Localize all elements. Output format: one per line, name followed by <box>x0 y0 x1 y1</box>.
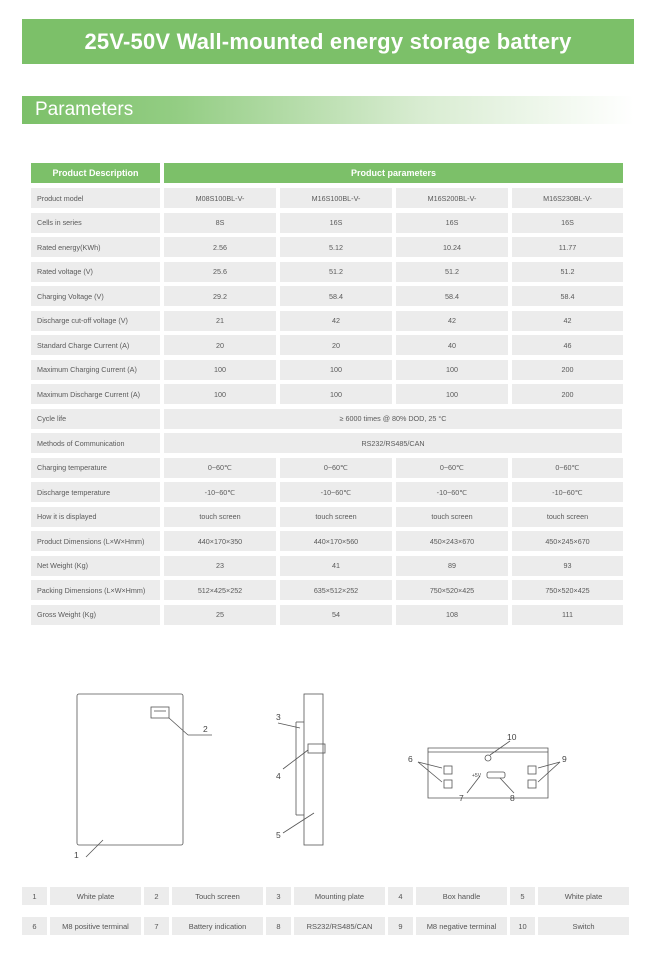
row-value: 41 <box>280 556 392 576</box>
legend-desc: M8 negative terminal <box>416 917 507 935</box>
table-header-row <box>31 163 623 183</box>
row-value: -10~60℃ <box>512 482 623 502</box>
row-label: Net Weight (Kg) <box>31 556 160 576</box>
row-value: 20 <box>164 335 276 355</box>
row-value: 16S <box>396 213 508 233</box>
callout-2: 2 <box>203 724 208 734</box>
callout-5: 5 <box>276 830 281 840</box>
top-view-body <box>428 748 548 798</box>
row-label: Cycle life <box>31 409 160 429</box>
row-value: 200 <box>512 360 623 380</box>
row-label: Charging temperature <box>31 458 160 478</box>
row-value: 0~60℃ <box>280 458 392 478</box>
row-value: 58.4 <box>396 286 508 306</box>
row-label: Methods of Communication <box>31 433 160 453</box>
row-value: 450×243×670 <box>396 531 508 551</box>
legend-row-2 <box>22 917 634 935</box>
row-value: 8S <box>164 213 276 233</box>
table-row <box>31 335 623 355</box>
table-row <box>31 286 623 306</box>
table-row <box>31 482 623 502</box>
row-value: 51.2 <box>396 262 508 282</box>
table-row <box>31 580 623 600</box>
row-value: M16S100BL-V- <box>280 188 392 208</box>
table-row <box>31 384 623 404</box>
table-row <box>31 188 623 208</box>
terminal-positive-1 <box>444 766 452 774</box>
legend-num: 8 <box>266 917 291 935</box>
row-value: 100 <box>280 360 392 380</box>
row-value: 23 <box>164 556 276 576</box>
terminal-negative-2 <box>528 780 536 788</box>
row-value-span: ≥ 6000 times @ 80% DOD, 25 °C <box>164 409 622 429</box>
callout-10: 10 <box>507 732 517 742</box>
row-value: 25.6 <box>164 262 276 282</box>
product-diagram <box>0 680 650 870</box>
table-row <box>31 311 623 331</box>
row-value: -10~60℃ <box>396 482 508 502</box>
side-view-body <box>304 694 323 845</box>
legend-desc: White plate <box>538 887 629 905</box>
row-value: 5.12 <box>280 237 392 257</box>
row-value: 16S <box>280 213 392 233</box>
callout-1: 1 <box>74 850 79 860</box>
row-label: How it is displayed <box>31 507 160 527</box>
legend-desc: M8 positive terminal <box>50 917 141 935</box>
row-value: 42 <box>280 311 392 331</box>
table-row <box>31 213 623 233</box>
legend-desc: Switch <box>538 917 629 935</box>
port-label: +5V <box>472 773 482 779</box>
table-row <box>31 458 623 478</box>
front-view-body <box>77 694 183 845</box>
row-label: Discharge cut-off voltage (V) <box>31 311 160 331</box>
legend-num: 10 <box>510 917 535 935</box>
table-row <box>31 433 623 453</box>
header-product-parameters: Product parameters <box>164 163 623 183</box>
row-value: 51.2 <box>512 262 623 282</box>
table-row <box>31 262 623 282</box>
row-value: 10.24 <box>396 237 508 257</box>
row-value: M16S230BL-V- <box>512 188 623 208</box>
row-value: 100 <box>280 384 392 404</box>
row-value: 111 <box>512 605 623 625</box>
legend-num: 5 <box>510 887 535 905</box>
row-value: 0~60℃ <box>164 458 276 478</box>
callout-7: 7 <box>459 793 464 803</box>
table-row <box>31 531 623 551</box>
row-value: 42 <box>512 311 623 331</box>
row-label: Cells in series <box>31 213 160 233</box>
row-value: 16S <box>512 213 623 233</box>
row-value: 93 <box>512 556 623 576</box>
title-banner <box>22 19 634 64</box>
table-row <box>31 507 623 527</box>
row-value: -10~60℃ <box>280 482 392 502</box>
legend-desc: RS232/RS485/CAN <box>294 917 385 935</box>
row-value: 89 <box>396 556 508 576</box>
terminal-negative-1 <box>528 766 536 774</box>
side-view-handle <box>308 744 325 753</box>
comm-port <box>487 772 505 778</box>
row-value: touch screen <box>280 507 392 527</box>
row-label: Maximum Charging Current (A) <box>31 360 160 380</box>
row-label: Packing Dimensions (L×W×Hmm) <box>31 580 160 600</box>
row-label: Charging Voltage (V) <box>31 286 160 306</box>
row-value: 58.4 <box>280 286 392 306</box>
row-label: Standard Charge Current (A) <box>31 335 160 355</box>
row-value: 440×170×350 <box>164 531 276 551</box>
row-value: 635×512×252 <box>280 580 392 600</box>
row-value: 2.56 <box>164 237 276 257</box>
row-value: touch screen <box>396 507 508 527</box>
parameters-table <box>31 163 623 629</box>
legend-num: 3 <box>266 887 291 905</box>
legend-desc: Mounting plate <box>294 887 385 905</box>
row-value: touch screen <box>512 507 623 527</box>
row-value: 40 <box>396 335 508 355</box>
switch-knob <box>485 755 491 761</box>
header-product-description: Product Description <box>31 163 160 183</box>
table-row <box>31 556 623 576</box>
row-value: touch screen <box>164 507 276 527</box>
row-value: 100 <box>396 384 508 404</box>
legend-num: 7 <box>144 917 169 935</box>
row-value: 42 <box>396 311 508 331</box>
callout-4: 4 <box>276 771 281 781</box>
row-value: 29.2 <box>164 286 276 306</box>
row-value: 100 <box>164 384 276 404</box>
callout-6: 6 <box>408 754 413 764</box>
row-value: 21 <box>164 311 276 331</box>
row-value: 25 <box>164 605 276 625</box>
terminal-positive-2 <box>444 780 452 788</box>
legend-desc: White plate <box>50 887 141 905</box>
row-value: 0~60℃ <box>512 458 623 478</box>
row-value: -10~60℃ <box>164 482 276 502</box>
row-value: 108 <box>396 605 508 625</box>
legend-desc: Battery indication <box>172 917 263 935</box>
row-value: 450×245×670 <box>512 531 623 551</box>
callout-9: 9 <box>562 754 567 764</box>
front-view-screen <box>151 707 169 718</box>
legend-num: 2 <box>144 887 169 905</box>
legend-num: 9 <box>388 917 413 935</box>
row-label: Gross Weight (Kg) <box>31 605 160 625</box>
legend-num: 6 <box>22 917 47 935</box>
row-value: 440×170×560 <box>280 531 392 551</box>
legend-row-1 <box>22 887 634 905</box>
row-value: 58.4 <box>512 286 623 306</box>
legend-num: 4 <box>388 887 413 905</box>
row-label: Product model <box>31 188 160 208</box>
row-label: Discharge temperature <box>31 482 160 502</box>
row-value: 11.77 <box>512 237 623 257</box>
row-value: 51.2 <box>280 262 392 282</box>
row-value: M16S200BL-V- <box>396 188 508 208</box>
row-label: Rated energy(KWh) <box>31 237 160 257</box>
page-title: 25V-50V Wall-mounted energy storage battery <box>84 28 572 54</box>
legend-desc: Box handle <box>416 887 507 905</box>
row-value: M08S100BL-V- <box>164 188 276 208</box>
row-value: 100 <box>396 360 508 380</box>
table-row <box>31 360 623 380</box>
row-value: 46 <box>512 335 623 355</box>
row-value: 512×425×252 <box>164 580 276 600</box>
callout-8: 8 <box>510 793 515 803</box>
row-value: 0~60℃ <box>396 458 508 478</box>
table-body <box>31 188 623 625</box>
row-value: 750×520×425 <box>396 580 508 600</box>
row-value: 20 <box>280 335 392 355</box>
row-value: 200 <box>512 384 623 404</box>
table-row <box>31 237 623 257</box>
table-row <box>31 605 623 625</box>
row-value: 54 <box>280 605 392 625</box>
row-value: 100 <box>164 360 276 380</box>
callout-3: 3 <box>276 712 281 722</box>
row-label: Maximum Discharge Current (A) <box>31 384 160 404</box>
row-value-span: RS232/RS485/CAN <box>164 433 622 453</box>
legend-num: 1 <box>22 887 47 905</box>
section-header <box>22 96 634 124</box>
row-label: Product Dimensions (L×W×Hmm) <box>31 531 160 551</box>
section-title: Parameters <box>35 99 134 120</box>
legend-desc: Touch screen <box>172 887 263 905</box>
table-row <box>31 409 623 429</box>
row-label: Rated voltage (V) <box>31 262 160 282</box>
row-value: 750×520×425 <box>512 580 623 600</box>
